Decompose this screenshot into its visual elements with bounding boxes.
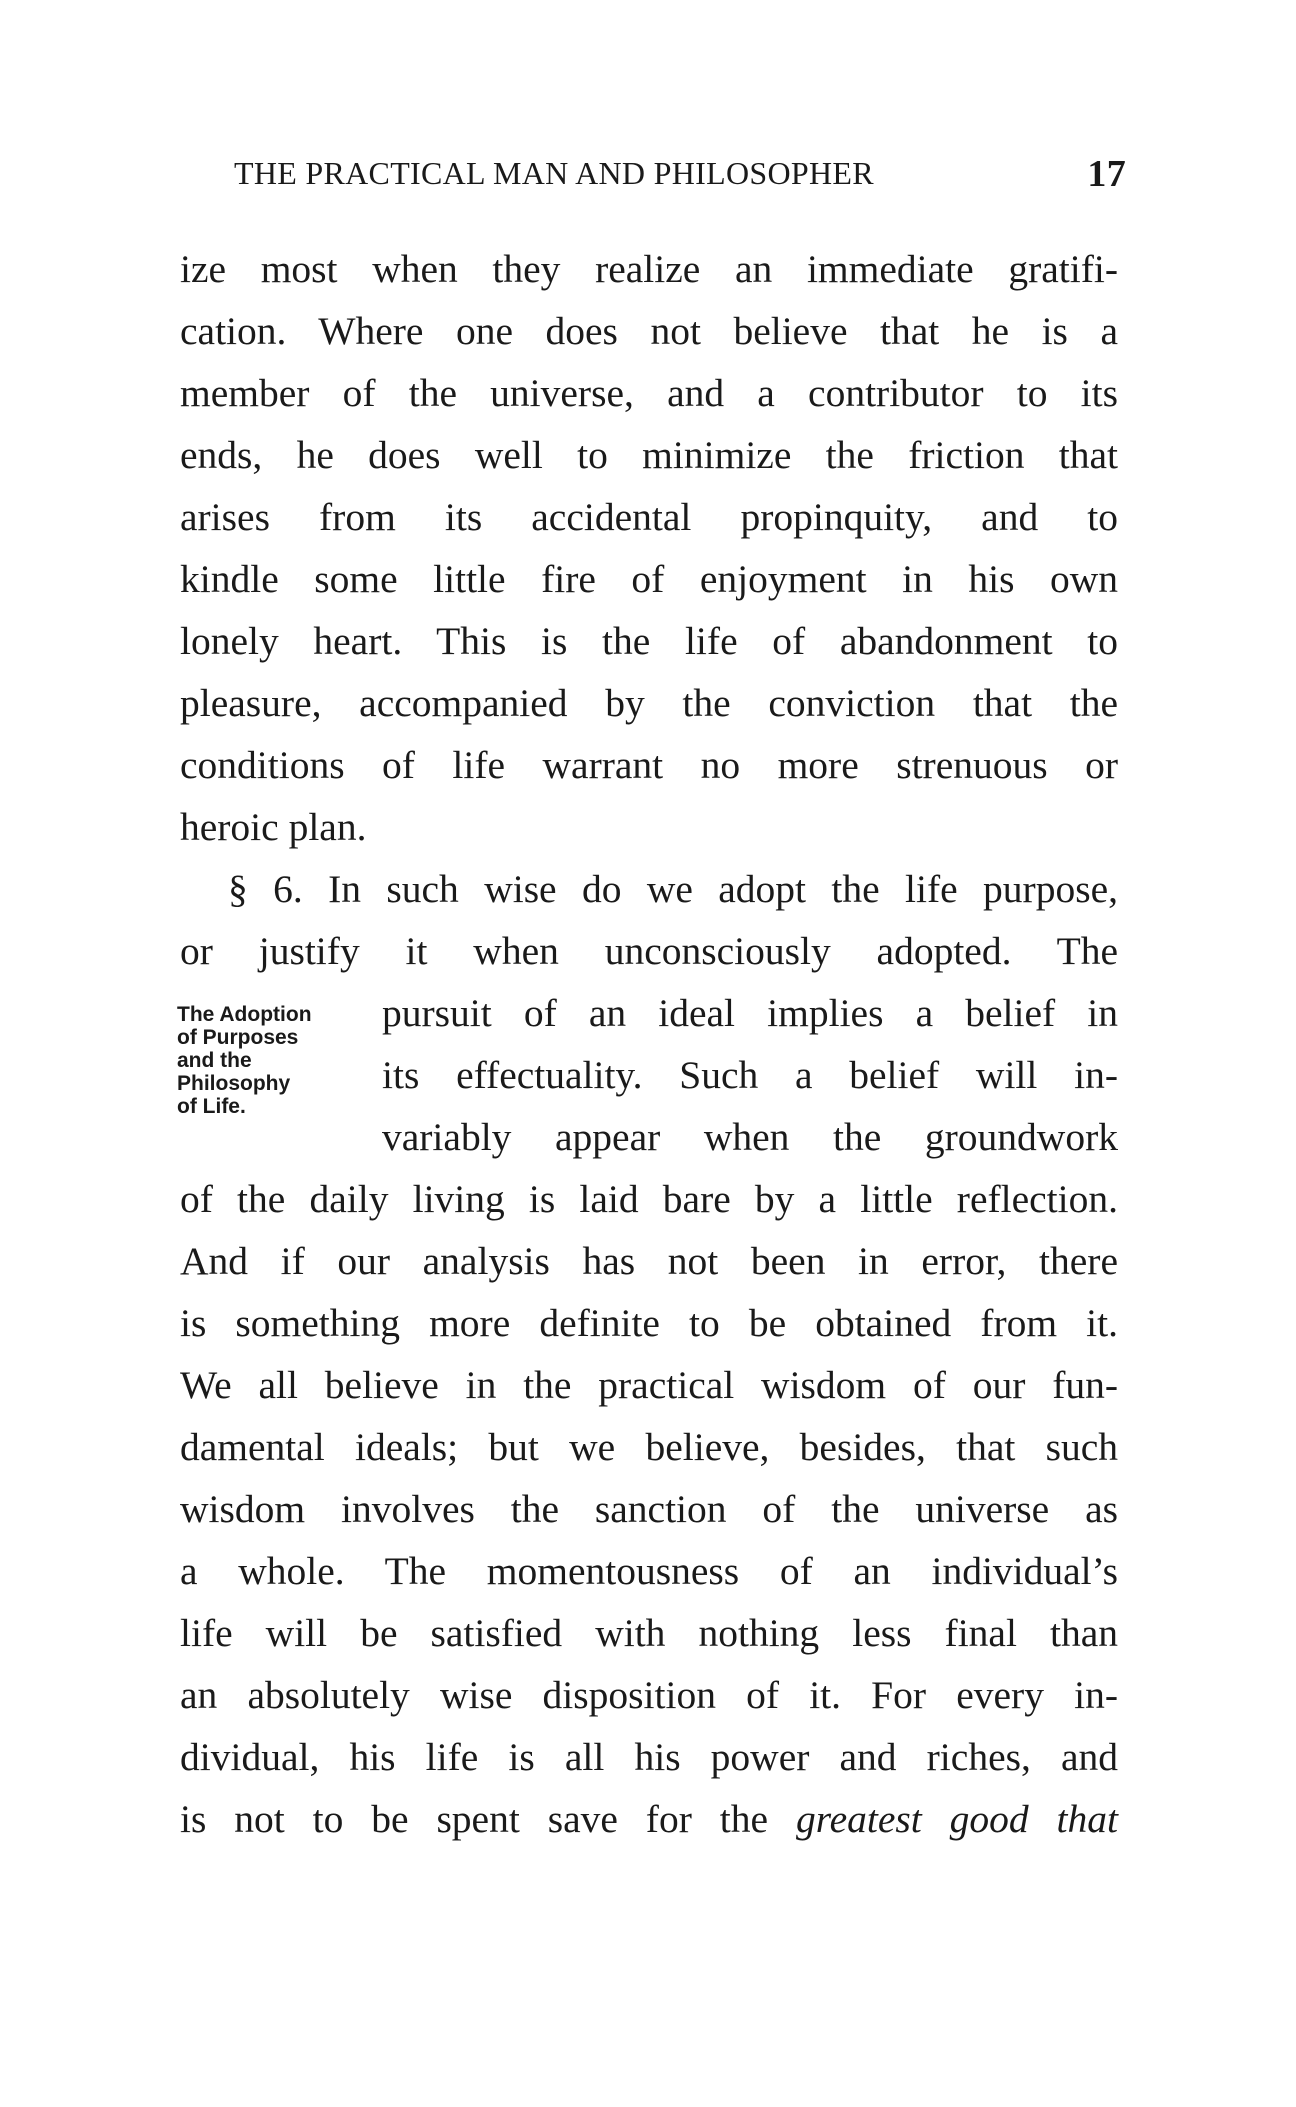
body-line-final bbox=[180, 1788, 1118, 1850]
body-line: ends, he does well to minimize the friction that bbox=[180, 433, 1118, 477]
body-line: ize most when they realize an immediate gratifi- bbox=[180, 247, 1118, 291]
page-number: 17 bbox=[1087, 153, 1126, 195]
margin-note-line: of Life. bbox=[177, 1095, 246, 1118]
margin-note-line: Philosophy bbox=[177, 1072, 291, 1095]
margin-note-line: and the bbox=[177, 1049, 252, 1072]
body-line: dividual, his life is all his power and riches, and bbox=[180, 1735, 1118, 1779]
body-line: of the daily living is laid bare by a little reflection. bbox=[180, 1177, 1118, 1221]
body-line: or justify it when unconsciously adopted. The bbox=[180, 929, 1118, 973]
margin-note-line: The Adoption bbox=[177, 1003, 312, 1026]
body-line: heroic plan. bbox=[180, 805, 367, 849]
body-line: pursuit of an ideal implies a belief in bbox=[382, 991, 1118, 1035]
body-line: And if our analysis has not been in error, there bbox=[180, 1239, 1118, 1283]
body-line: wisdom involves the sanction of the universe as bbox=[180, 1487, 1118, 1531]
body-line: conditions of life warrant no more strenuous or bbox=[180, 743, 1118, 787]
body-line: is something more definite to be obtained from it. bbox=[180, 1301, 1118, 1345]
running-title: THE PRACTICAL MAN AND PHILOSOPHER bbox=[234, 155, 874, 191]
body-line: pleasure, accompanied by the conviction that the bbox=[180, 681, 1118, 725]
final-line-emphasis: greatest good that bbox=[795, 1797, 1118, 1841]
body-line: its effectuality. Such a belief will in- bbox=[382, 1053, 1118, 1097]
body-line: variably appear when the groundwork bbox=[382, 1115, 1118, 1159]
body-line: We all believe in the practical wisdom of our fun- bbox=[180, 1363, 1118, 1407]
body-line: lonely heart. This is the life of abandonment to bbox=[180, 619, 1118, 663]
body-line: kindle some little fire of enjoyment in his own bbox=[180, 557, 1118, 601]
body-line: damental ideals; but we believe, besides, that such bbox=[180, 1425, 1118, 1469]
body-line: a whole. The momentousness of an individual’s bbox=[180, 1549, 1118, 1593]
margin-note-line: of Purposes bbox=[177, 1026, 299, 1049]
body-line: life will be satisfied with nothing less final than bbox=[180, 1611, 1118, 1655]
body-line: arises from its accidental propinquity, and to bbox=[180, 495, 1118, 539]
section-opening-line: § 6. In such wise do we adopt the life purpose, bbox=[228, 867, 1118, 911]
body-line: cation. Where one does not believe that he is a bbox=[180, 309, 1118, 353]
body-line: member of the universe, and a contributor to its bbox=[180, 371, 1118, 415]
margin-note bbox=[177, 1003, 367, 1118]
final-line-text: is not to be spent save for the bbox=[180, 1797, 769, 1841]
running-header bbox=[176, 155, 1126, 203]
body-line: an absolutely wise disposition of it. For every in- bbox=[180, 1673, 1118, 1717]
